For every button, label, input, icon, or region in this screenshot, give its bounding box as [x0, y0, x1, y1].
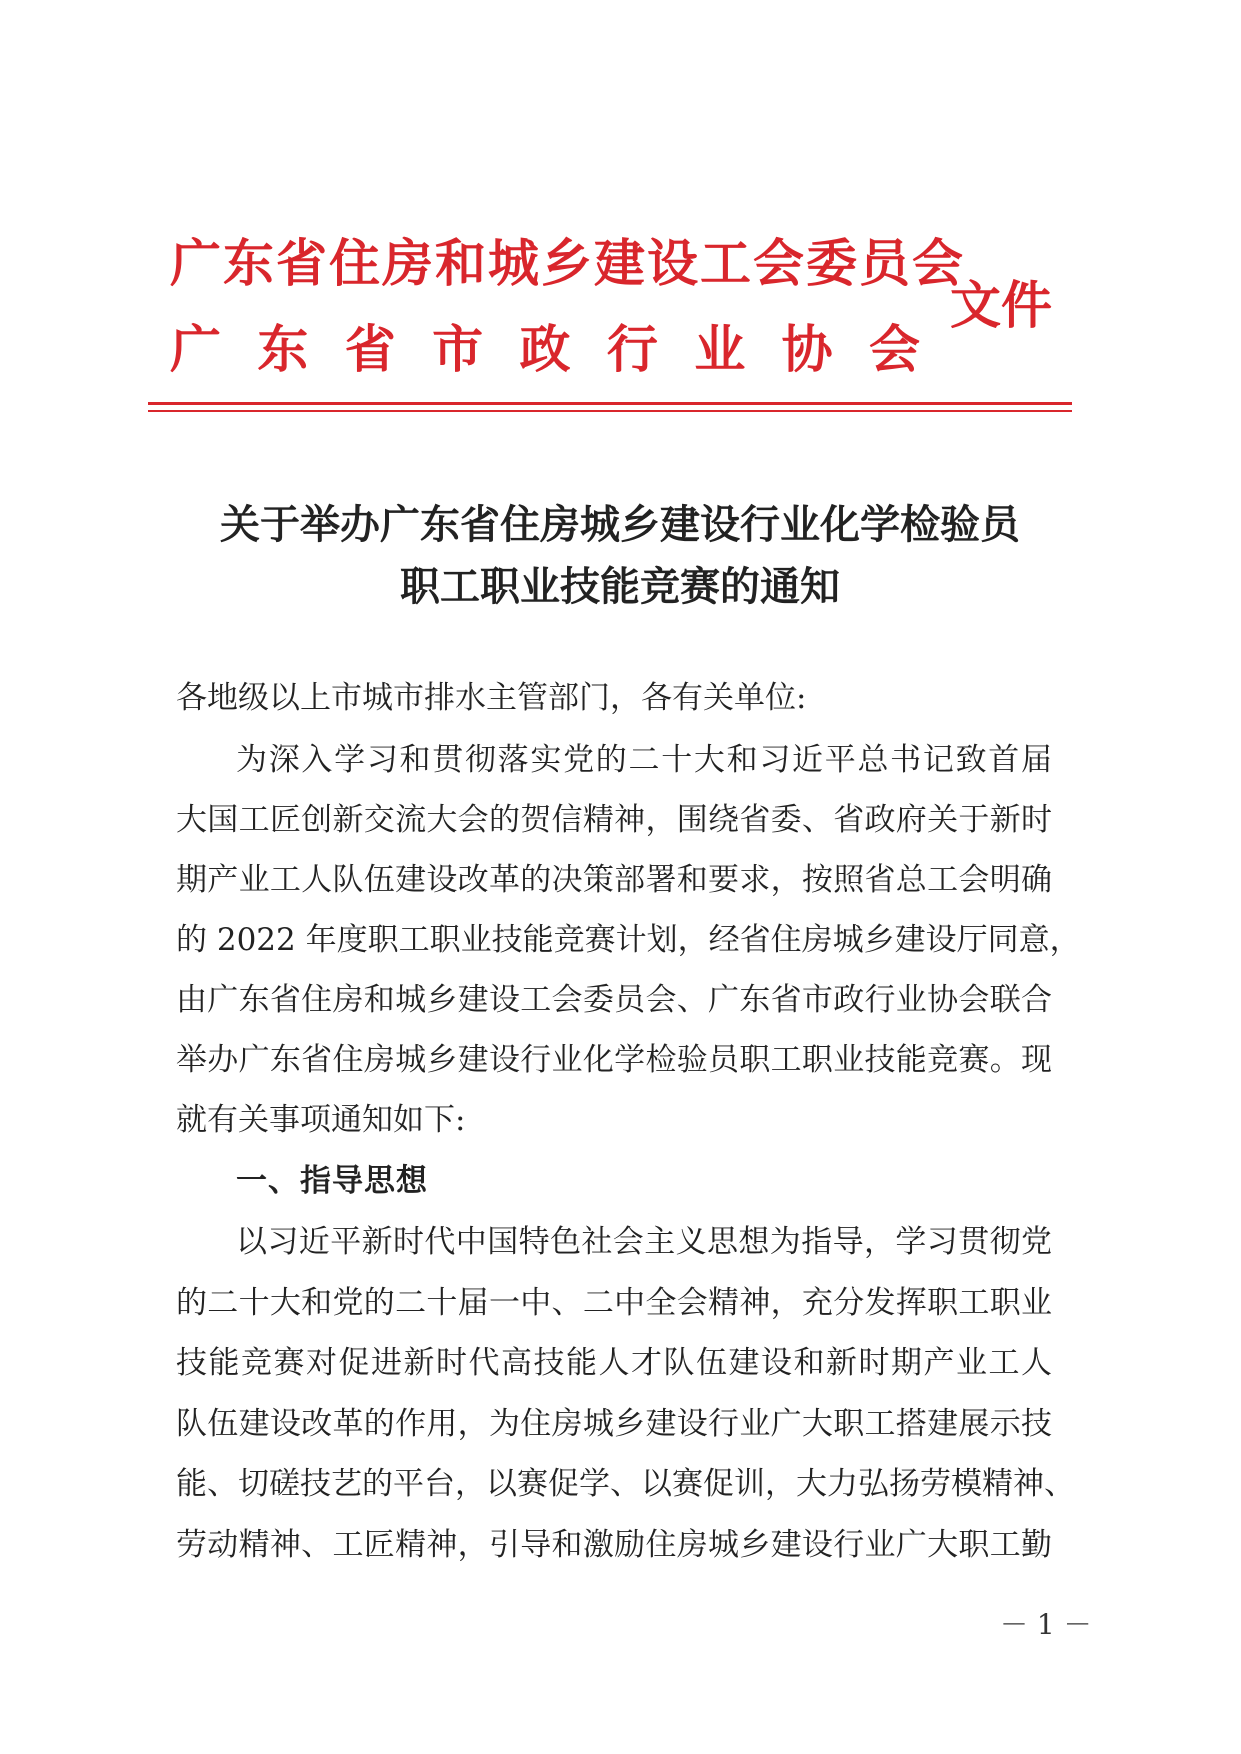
paragraph1-line: 举办广东省住房城乡建设行业化学检验员职工职业技能竞赛。现 [176, 1042, 1052, 1078]
letterhead-org-line1: 广东省住房和城乡建设工会委员会 [170, 234, 966, 294]
paragraph2-line: 的二十大和党的二十届一中、二中全会精神，充分发挥职工职业 [176, 1285, 1052, 1321]
salutation: 各地级以上市城市排水主管部门，各有关单位: [176, 680, 807, 716]
paragraph1-line: 为深入学习和贯彻落实党的二十大和习近平总书记致首届 [236, 742, 1052, 778]
paragraph2-line: 以习近平新时代中国特色社会主义思想为指导，学习贯彻党 [236, 1224, 1052, 1260]
paragraph1-line: 就有关事项通知如下: [176, 1102, 466, 1138]
letterhead-divider-thin [148, 410, 1072, 412]
paragraph2-line: 劳动精神、工匠精神，引导和激励住房城乡建设行业广大职工勤 [176, 1527, 1052, 1563]
paragraph2-line: 技能竞赛对促进新时代高技能人才队伍建设和新时期产业工人 [176, 1345, 1052, 1381]
paragraph2-line: 能、切磋技艺的平台，以赛促学、以赛促训，大力弘扬劳模精神、 [176, 1466, 1075, 1502]
letterhead-org-line2: 广 东 省 市 政 行 业 协 会 [170, 320, 920, 380]
paragraph1-line: 由广东省住房和城乡建设工会委员会、广东省市政行业协会联合 [176, 982, 1052, 1018]
page-number: － 1 － [1000, 1608, 1092, 1641]
letterhead-divider-thick [148, 402, 1072, 405]
paragraph1-line: 大国工匠创新交流大会的贺信精神，围绕省委、省政府关于新时 [176, 802, 1052, 838]
paragraph2-line: 队伍建设改革的作用，为住房城乡建设行业广大职工搭建展示技 [176, 1406, 1052, 1442]
paragraph1-line: 期产业工人队伍建设改革的决策部署和要求，按照省总工会明确 [176, 862, 1052, 898]
paragraph1-line: 的 2022 年度职工职业技能竞赛计划，经省住房城乡建设厅同意， [176, 922, 1081, 958]
notice-title-line2: 职工职业技能竞赛的通知 [400, 564, 840, 610]
notice-title-line1: 关于举办广东省住房城乡建设行业化学检验员 [220, 502, 1020, 548]
letterhead-suffix: 文件 [950, 276, 1053, 336]
section-heading: 一、指导思想 [236, 1163, 428, 1199]
